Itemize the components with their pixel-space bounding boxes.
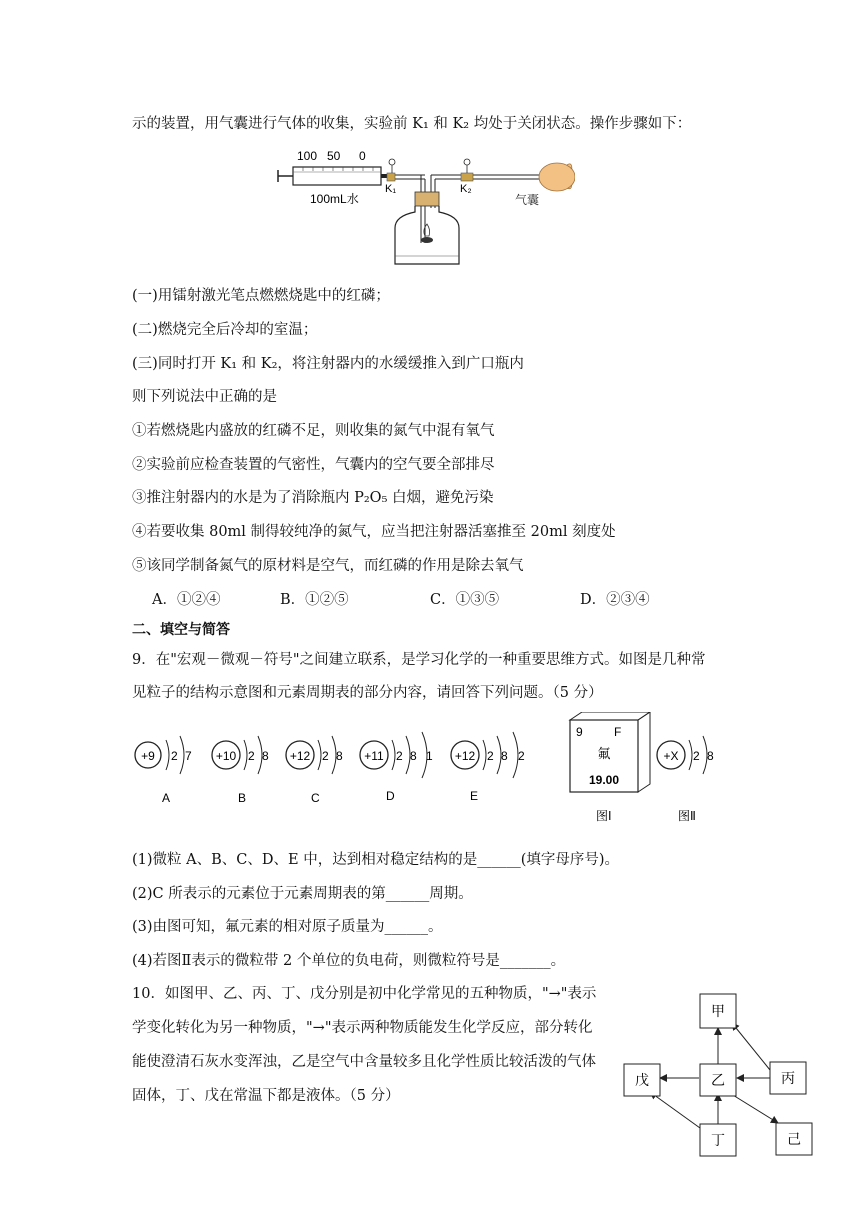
svg-text:己: 己 — [787, 1131, 801, 1147]
svg-text:F: F — [614, 725, 622, 739]
q9-sub-4: (4)若图Ⅱ表示的微粒带 2 个单位的负电荷，则微粒符号是_______。 — [132, 953, 566, 969]
svg-text:+12: +12 — [454, 749, 476, 763]
svg-text:8: 8 — [336, 749, 343, 763]
node-ding — [700, 1124, 736, 1156]
relation-diagram — [620, 990, 820, 1160]
svg-text:7: 7 — [185, 749, 192, 763]
atom-diagrams — [130, 712, 730, 827]
apparatus-diagram — [275, 148, 575, 268]
q9-sub-1: (1)微粒 A、B、C、D、E 中，达到相对稳定结构的是______(填字母序号)。 — [132, 852, 620, 868]
step-3: (三)同时打开 K₁ 和 K₂，将注射器内的水缓缓推入到广口瓶内 — [132, 356, 524, 372]
atom-d — [360, 732, 433, 803]
svg-text:乙: 乙 — [711, 1072, 725, 1088]
svg-text:8: 8 — [501, 749, 508, 763]
svg-text:2: 2 — [322, 749, 329, 763]
svg-text:C: C — [311, 791, 320, 805]
svg-text:9: 9 — [576, 725, 583, 739]
question-text: 则下列说法中正确的是 — [132, 389, 277, 405]
svg-text:图Ⅰ: 图Ⅰ — [596, 809, 612, 823]
q9-text-2: 见粒子的结构示意图和元素周期表的部分内容，请回答下列问题。（5 分） — [132, 685, 603, 701]
svg-text:+10: +10 — [215, 749, 237, 763]
svg-text:图Ⅱ: 图Ⅱ — [678, 809, 696, 823]
scale-50: 50 — [327, 149, 341, 163]
svg-text:丁: 丁 — [711, 1132, 725, 1148]
node-wu — [624, 1064, 660, 1096]
node-bing — [770, 1062, 806, 1094]
q9-sub-3: (3)由图可知，氟元素的相对原子质量为______。 — [132, 919, 443, 935]
step-2: (二)燃烧完全后冷却的室温； — [132, 322, 318, 338]
element-cell-fluorine — [570, 712, 650, 823]
statement-1: ①若燃烧匙内盛放的红磷不足，则收集的氮气中混有氧气 — [132, 423, 495, 439]
q10-text: 10．如图甲、乙、丙、丁、戊分别是初中化学常见的五种物质，"→"表示 学变化转化为另一种物质，"→"表示两种物质能发生化学反应，部分转化 能使澄清石灰水变浑浊，乙是空气中含量较多且化学性质比较活泼的气体 固体，丁、戊在常温下都是液体。（5 分） — [132, 986, 597, 1104]
choice-a[interactable]: A．①②④ — [152, 592, 221, 608]
svg-text:19.00: 19.00 — [588, 773, 620, 787]
svg-text:1: 1 — [426, 749, 433, 763]
svg-text:+9: +9 — [141, 749, 155, 763]
svg-text:E: E — [470, 789, 479, 803]
svg-text:2: 2 — [171, 749, 178, 763]
step-1: (一)用镭射激光笔点燃燃烧匙中的红磷； — [132, 288, 390, 304]
choice-d[interactable]: D．②③④ — [580, 592, 650, 608]
q9-text-1: 9．在"宏观－微观－符号"之间建立联系，是学习化学的一种重要思维方式。如图是几种常 — [132, 652, 706, 668]
atom-a — [135, 736, 192, 805]
svg-text:8: 8 — [707, 749, 714, 763]
ion-structure — [657, 736, 714, 823]
choice-c[interactable]: C．①③⑤ — [430, 592, 500, 608]
svg-text:8: 8 — [262, 749, 269, 763]
scale-0: 0 — [359, 149, 366, 163]
k2-label: K₂ — [460, 183, 472, 195]
q9-sub-2: (2)C 所表示的元素位于元素周期表的第______周期。 — [132, 886, 473, 902]
svg-text:+X: +X — [663, 749, 679, 763]
svg-text:A: A — [162, 791, 171, 805]
svg-text:8: 8 — [410, 749, 417, 763]
statement-4: ④若要收集 80ml 制得较纯净的氮气，应当把注射器活塞推至 20ml 刻度处 — [132, 524, 616, 540]
node-jia — [700, 994, 736, 1028]
atom-e — [451, 732, 525, 803]
svg-text:+12: +12 — [289, 749, 311, 763]
statement-2: ②实验前应检查装置的气密性，气囊内的空气要全部排尽 — [132, 457, 495, 473]
svg-text:+11: +11 — [364, 749, 384, 763]
svg-text:氟: 氟 — [597, 746, 611, 761]
statement-3: ③推注射器内的水是为了消除瓶内 P₂O₅ 白烟，避免污染 — [132, 490, 494, 506]
svg-text:2: 2 — [487, 749, 494, 763]
bag-label: 气囊 — [515, 193, 540, 207]
scale-100: 100 — [297, 149, 318, 163]
svg-text:2: 2 — [693, 749, 700, 763]
k1-label: K₁ — [385, 183, 397, 195]
choice-b[interactable]: B．①②⑤ — [280, 592, 349, 608]
node-ji — [776, 1123, 812, 1155]
svg-text:B: B — [238, 791, 247, 805]
atom-b — [212, 736, 269, 805]
svg-text:甲: 甲 — [711, 1003, 725, 1019]
svg-text:2: 2 — [518, 749, 525, 763]
syringe-label: 100mL水 — [310, 192, 359, 206]
svg-text:丙: 丙 — [781, 1070, 795, 1086]
statement-5: ⑤该同学制备氮气的原材料是空气，而红磷的作用是除去氧气 — [132, 558, 524, 574]
svg-text:戊: 戊 — [635, 1072, 649, 1088]
section-title: 二、填空与简答 — [132, 622, 230, 638]
svg-text:D: D — [386, 789, 395, 803]
node-yi — [700, 1064, 736, 1096]
atom-c — [286, 736, 343, 805]
intro-text: 示的装置，用气囊进行气体的收集，实验前 K₁ 和 K₂ 均处于关闭状态。操作步骤如下： — [132, 116, 692, 132]
svg-text:2: 2 — [248, 749, 255, 763]
svg-text:2: 2 — [396, 749, 403, 763]
